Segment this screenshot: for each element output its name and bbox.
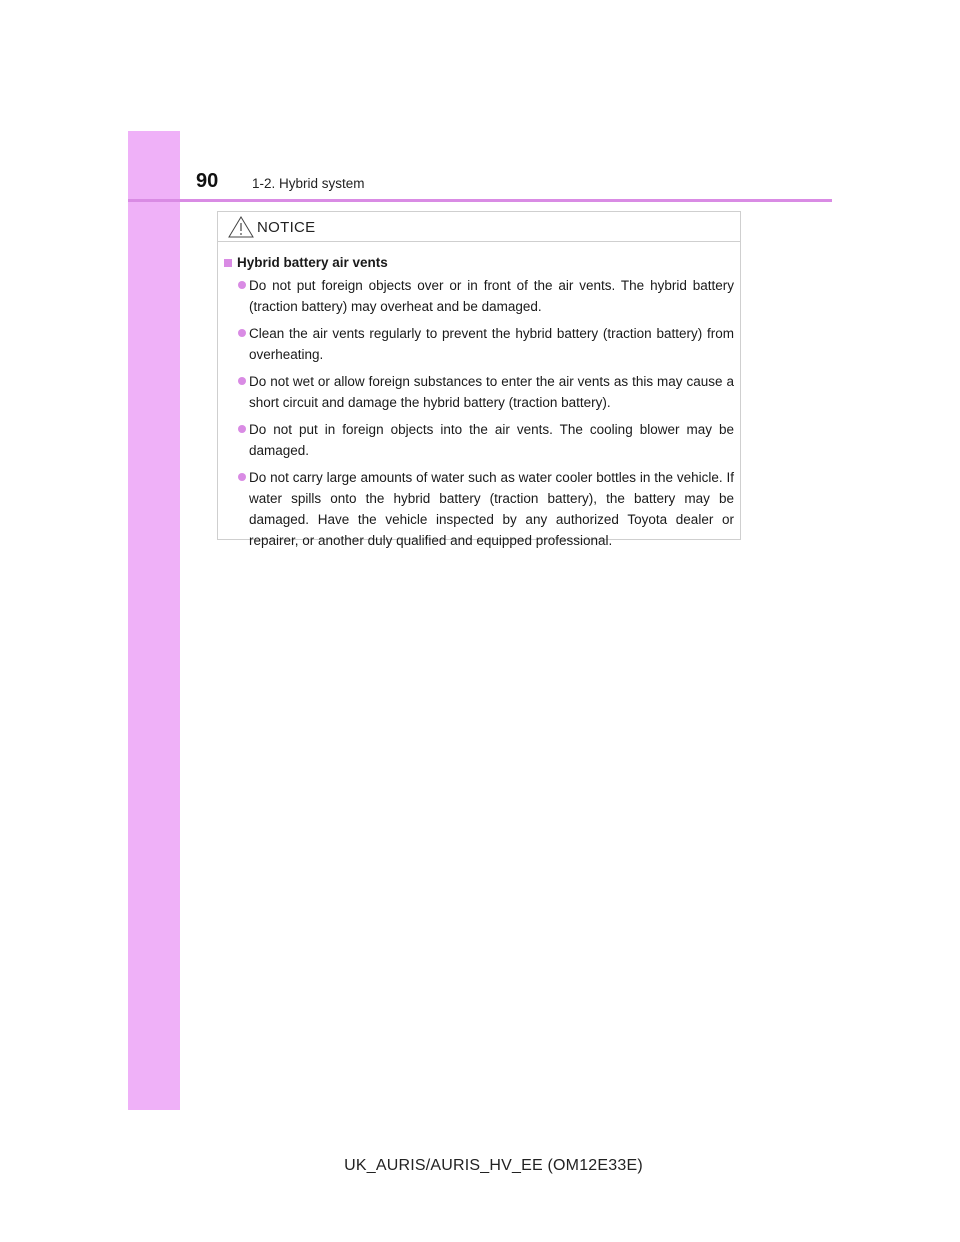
notice-body [218, 242, 740, 551]
list-item [222, 275, 734, 317]
list-item-text: Do not wet or allow foreign substances to enter the air vents as this may cause a short circuit and damage the hybrid battery (traction battery). [249, 374, 734, 410]
document-code: UK_AURIS/AURIS_HV_EE (OM12E33E) [344, 1157, 643, 1174]
notice-list [222, 275, 734, 551]
page-number: 90 [196, 170, 219, 192]
bullet-dot-icon [238, 281, 246, 289]
bullet-dot-icon [238, 377, 246, 385]
notice-box [217, 211, 741, 548]
notice-label: NOTICE [257, 219, 316, 236]
page-footer [0, 1157, 960, 1175]
bullet-dot-icon [238, 329, 246, 337]
square-bullet-icon [224, 259, 232, 267]
list-item [222, 323, 734, 365]
list-item [222, 467, 734, 551]
list-item-text: Do not put in foreign objects into the air vents. The cooling blower may be damaged. [249, 422, 734, 458]
subheading-text: Hybrid battery air vents [237, 255, 388, 270]
bullet-dot-icon [238, 473, 246, 481]
list-item [222, 419, 734, 461]
bullet-dot-icon [238, 425, 246, 433]
warning-triangle-icon [228, 216, 254, 238]
list-item-text: Do not put foreign objects over or in front of the air vents. The hybrid battery (traction battery) may overheat and be damaged. [249, 278, 734, 314]
notice-subheading [222, 255, 734, 270]
section-title: 1-2. Hybrid system [252, 176, 365, 191]
list-item-text: Clean the air vents regularly to prevent the hybrid battery (traction battery) from overheating. [249, 326, 734, 362]
header-divider [128, 199, 832, 202]
notice-header [218, 212, 740, 242]
list-item [222, 371, 734, 413]
list-item-text: Do not carry large amounts of water such as water cooler bottles in the vehicle. If water spills onto the hybrid battery (traction battery), the battery may be damaged. Have the vehicle inspected by any authorized Toyota dealer or repairer, or another duly qualified and equipped professional. [249, 470, 734, 548]
side-tab [128, 131, 180, 1110]
